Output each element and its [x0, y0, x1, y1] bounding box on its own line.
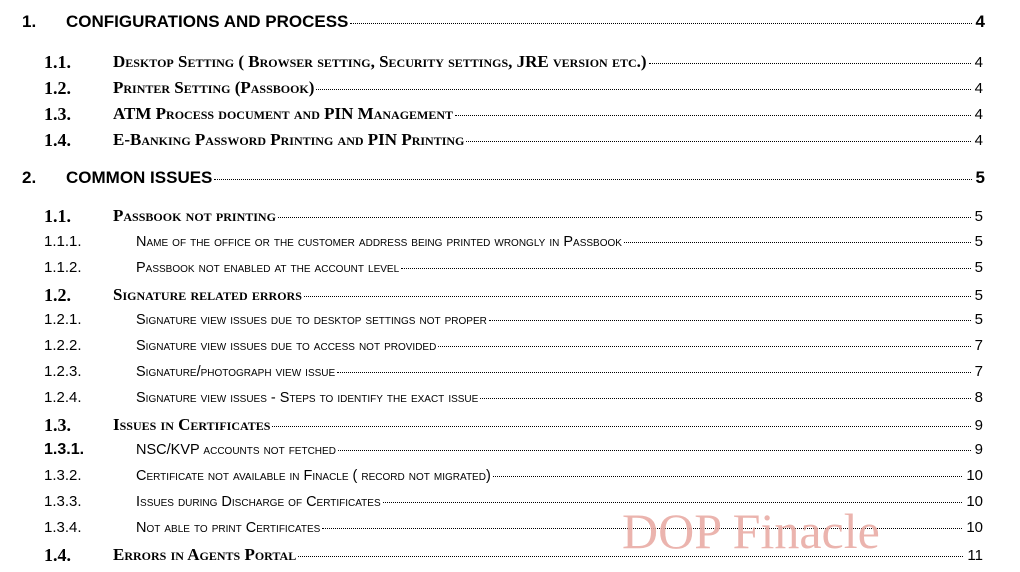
toc-entry[interactable] [0, 104, 1020, 126]
toc-entry-page-number: 4 [974, 132, 983, 149]
dot-leader [304, 296, 971, 297]
dot-leader [316, 89, 970, 90]
toc-entry-page-number: 7 [974, 363, 983, 380]
toc-entry-number: 1.3. [44, 104, 71, 124]
toc-entry[interactable] [0, 206, 1020, 228]
toc-entry-page-number: 5 [974, 287, 983, 304]
toc-entry-number: 1.2. [44, 78, 71, 98]
toc-entry-page-number: 5 [975, 168, 985, 187]
toc-entry[interactable] [0, 12, 1020, 34]
dot-leader [214, 179, 971, 180]
toc-entry-title: ATM Process document and PIN Management [113, 104, 454, 123]
toc-entry-title: Issues in Certificates [113, 415, 271, 434]
toc-entry-page-number: 11 [967, 547, 983, 564]
toc-entry-page-number: 8 [974, 389, 983, 406]
toc-entry-title: Not able to print Certificates [136, 520, 321, 536]
dot-leader [493, 476, 963, 477]
toc-entry[interactable] [0, 337, 1020, 359]
toc-entry-title: Desktop Setting ( Browser setting, Security settings, JRE version etc.) [113, 52, 647, 71]
dot-leader [338, 450, 971, 451]
toc-entry-page-number: 10 [966, 493, 983, 510]
dot-leader [350, 23, 971, 24]
toc-entry-page-number: 9 [974, 417, 983, 434]
toc-entry-title: Signature view issues - Steps to identify the exact issue [136, 390, 479, 406]
toc-entry-page-number: 9 [974, 441, 983, 458]
dot-leader [489, 320, 971, 321]
toc-entry-number: 1.3.1. [44, 441, 85, 458]
toc-entry-title: Issues during Discharge of Certificates [136, 494, 381, 510]
toc-entry-number: 1.2.4. [44, 389, 82, 406]
toc-entry-number: 1.3. [44, 415, 71, 435]
toc-entry-title: Passbook not printing [113, 206, 276, 225]
toc-entry-number: 1.1. [44, 206, 71, 226]
dot-leader [272, 426, 970, 427]
dot-leader [337, 372, 970, 373]
toc-entry-page-number: 5 [974, 233, 983, 250]
dot-leader [466, 141, 970, 142]
dot-leader [649, 63, 971, 64]
toc-entry[interactable] [0, 415, 1020, 437]
toc-entry-number: 1.4. [44, 545, 71, 565]
toc-entry-page-number: 5 [974, 208, 983, 225]
toc-entry-title: Signature view issues due to access not provided [136, 338, 437, 354]
toc-entry[interactable] [0, 285, 1020, 307]
toc-entry-page-number: 10 [966, 467, 983, 484]
toc-entry[interactable] [0, 311, 1020, 333]
toc-entry-title: Certificate not available in Finacle ( record not migrated) [136, 468, 491, 484]
toc-entry-title: Errors in Agents Portal [113, 545, 297, 564]
dot-leader [401, 268, 971, 269]
toc-entry-title: NSC/KVP accounts not fetched [136, 442, 336, 458]
dot-leader [480, 398, 970, 399]
toc-entry-title: Printer Setting (Passbook) [113, 78, 315, 97]
toc-entry-number: 1.2.3. [44, 363, 82, 380]
toc-entry-number: 1.3.3. [44, 493, 82, 510]
toc-entry-number: 1.2.1. [44, 311, 82, 328]
toc-entry-number: 1. [22, 12, 37, 31]
toc-entry[interactable] [0, 168, 1020, 190]
toc-entry-title: E-Banking Password Printing and PIN Printing [113, 130, 465, 149]
toc-entry-page-number: 5 [974, 311, 983, 328]
toc-entry[interactable] [0, 130, 1020, 152]
dot-leader [438, 346, 970, 347]
toc-entry-title: Name of the office or the customer address being printed wrongly in Passbook [136, 234, 622, 250]
toc-entry-title: Signature related errors [113, 285, 302, 304]
toc-entry-number: 1.3.4. [44, 519, 82, 536]
toc-entry-page-number: 4 [974, 80, 983, 97]
toc-entry-title: Passbook not enabled at the account level [136, 260, 400, 276]
toc-entry[interactable] [0, 467, 1020, 489]
toc-entry-title: Signature view issues due to desktop settings not proper [136, 312, 487, 328]
toc-entry-title: Signature/photograph view issue [136, 364, 336, 380]
toc-entry-page-number: 10 [966, 519, 983, 536]
toc-entry-page-number: 4 [974, 106, 983, 123]
toc-entry-title: CONFIGURATIONS AND PROCESS [66, 12, 349, 31]
toc-entry-number: 1.1. [44, 52, 71, 72]
dot-leader [624, 242, 971, 243]
toc-entry-number: 2. [22, 168, 37, 187]
toc-entry-page-number: 4 [974, 54, 983, 71]
toc-entry[interactable] [0, 78, 1020, 100]
toc-entry-number: 1.1.1. [44, 233, 82, 250]
toc-entry-page-number: 5 [974, 259, 983, 276]
toc-entry-title: COMMON ISSUES [66, 168, 213, 187]
toc-entry[interactable] [0, 259, 1020, 281]
toc-entry-number: 1.3.2. [44, 467, 82, 484]
toc-entry[interactable] [0, 441, 1020, 463]
watermark-text: DOP Finacle [622, 503, 880, 559]
toc-entry-page-number: 7 [974, 337, 983, 354]
toc-entry-number: 1.1.2. [44, 259, 82, 276]
toc-entry-number: 1.2. [44, 285, 71, 305]
toc-entry-number: 1.4. [44, 130, 71, 150]
toc-entry[interactable] [0, 389, 1020, 411]
toc-entry[interactable] [0, 52, 1020, 74]
toc-entry[interactable] [0, 363, 1020, 385]
toc-entry[interactable] [0, 233, 1020, 255]
toc-entry-number: 1.2.2. [44, 337, 82, 354]
toc-entry-page-number: 4 [975, 12, 985, 31]
dot-leader [455, 115, 971, 116]
dot-leader [278, 217, 971, 218]
